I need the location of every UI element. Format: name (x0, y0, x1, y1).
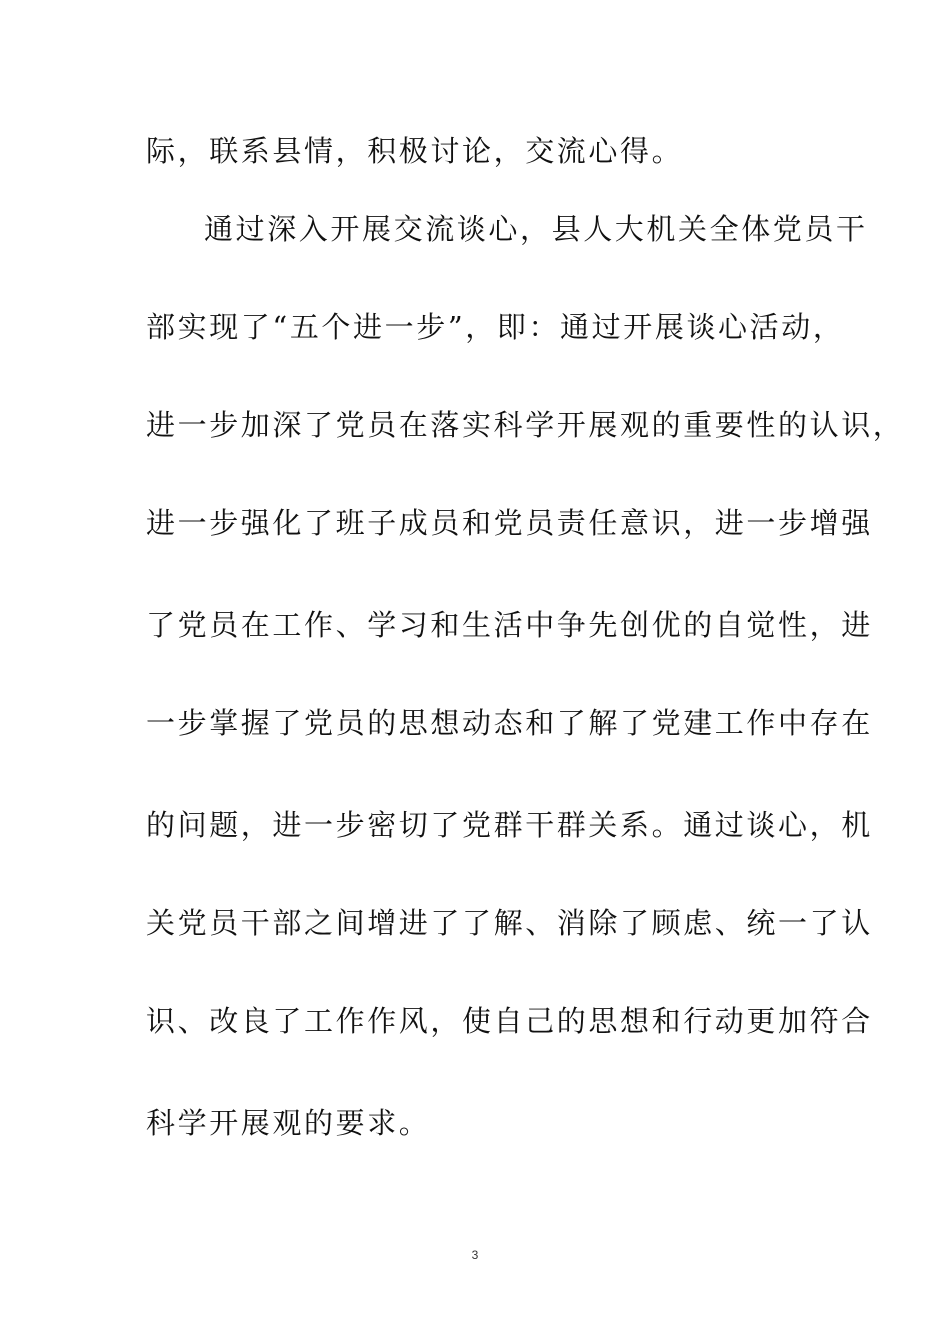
body-text-line: 识、改良了工作作风，使自己的思想和行动更加符合 (146, 1004, 873, 1038)
body-text-line: 了党员在工作、学习和生活中争先创优的自觉性，进 (146, 608, 873, 642)
body-text-line: 际，联系县情，积极讨论，交流心得。 (146, 134, 684, 168)
page-number: 3 (471, 1248, 479, 1262)
paragraph-start-line: 通过深入开展交流谈心，县人大机关全体党员干 (204, 212, 868, 246)
body-text-line: 一步掌握了党员的思想动态和了解了党建工作中存在 (146, 706, 873, 740)
body-text-line: 部实现了“五个进一步”，即：通过开展谈心活动， (146, 310, 845, 344)
body-text-line: 关党员干部之间增进了了解、消除了顾虑、统一了认 (146, 906, 873, 940)
body-text-line: 进一步加深了党员在落实科学开展观的重要性的认识， (146, 408, 905, 442)
body-text-line: 科学开展观的要求。 (146, 1106, 431, 1140)
body-text-line: 进一步强化了班子成员和党员责任意识，进一步增强 (146, 506, 873, 540)
body-text-line: 的问题，进一步密切了党群干群关系。通过谈心，机 (146, 808, 873, 842)
